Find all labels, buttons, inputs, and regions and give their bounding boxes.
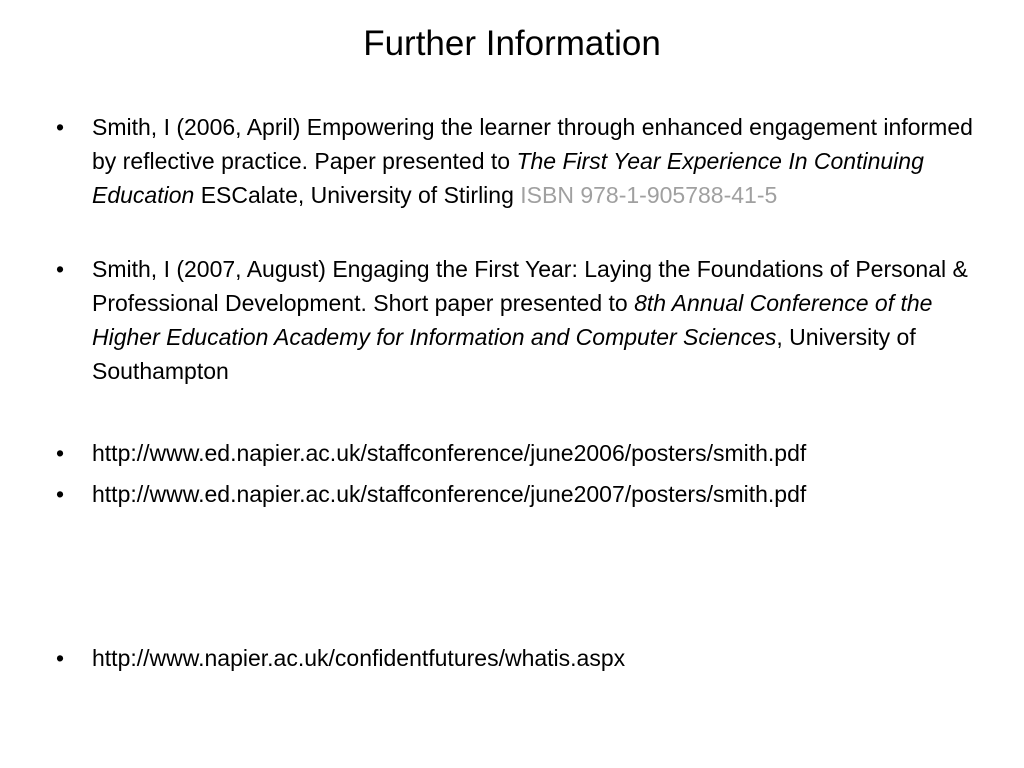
reference-text: , University of Southampton — [92, 324, 916, 384]
link-item — [56, 641, 997, 675]
reference-venue: 8th Annual Conference of the Higher Education Academy for Information and Computer Sciences — [92, 290, 933, 350]
reference-text: ESCalate, University of Stirling — [194, 182, 521, 208]
reference-item-2007 — [56, 252, 997, 388]
bullet-icon: • — [56, 440, 65, 466]
reference-venue: The First Year Experience In Continuing Education — [92, 148, 924, 208]
bullet-icon: • — [56, 645, 65, 671]
bullet-icon: • — [56, 481, 65, 507]
reference-text: Smith, I (2006, April) Empowering the learner through enhanced engagement informed by reflective practice. Paper presented to — [92, 114, 973, 174]
bullet-icon: • — [56, 114, 65, 140]
url-link[interactable]: http://www.ed.napier.ac.uk/staffconference/june2006/posters/smith.pdf — [92, 440, 807, 466]
slide-title: Further Information — [363, 24, 661, 63]
link-item — [56, 477, 997, 511]
link-item — [56, 436, 997, 470]
bullet-icon: • — [56, 256, 65, 282]
reference-item-2006 — [56, 110, 997, 212]
url-link[interactable]: http://www.ed.napier.ac.uk/staffconference/june2007/posters/smith.pdf — [92, 481, 807, 507]
url-link[interactable]: http://www.napier.ac.uk/confidentfutures/whatis.aspx — [92, 645, 626, 671]
reference-text: Smith, I (2007, August) Engaging the First Year: Laying the Foundations of Personal & Professional Development. Short paper presented to — [92, 256, 968, 316]
isbn-label: ISBN 978-1-905788-41-5 — [520, 182, 778, 208]
